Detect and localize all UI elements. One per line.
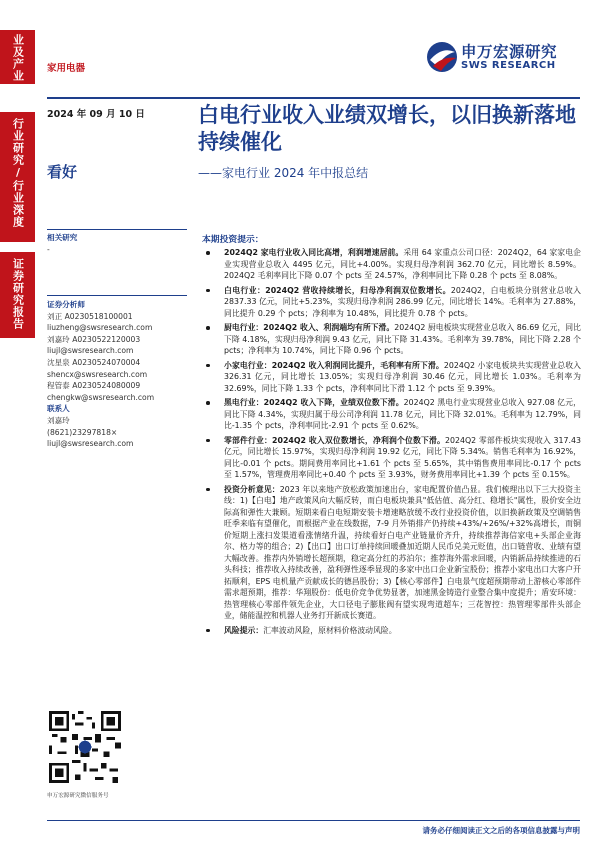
bullet-text: 2023 年以来地产放松政策加速出台，家电配置价值凸显。我们梳理出以下三大投资主线：1)【白电】地产政策风向大幅反转，而白电板块兼具"低估值、高分红、稳增长"属性，股价安全边际高和弹性大兼顾。短期来看白电短期安装卡增速略放缓不改行业投资价值，以旧换新政策及空调销售旺季来临有望催化，而根据产业在线数据，7-9 月外销排产仍持续+43%/+26%/+32%高增长，而铜价短期上涨扫发渠道看涨情绪升温，持续看好白电产业链量价齐升，持续推荐海信家电+头部企业海尔、格力等的组合；2)【出口】出口订单持续回暖叠加近期人民币兑美元贬值，出口链营收、业绩有望大幅改善。推荐内外销增长超预期，稳定高分红的苏泊尔；推荐海外需求回暖，内销新品持续推进的石头科技；推荐收入持续改善，盈利弹性逐季显现的多家中出口企业新宝股份；推荐小家电出口大客户开拓顺利，EPS 电机量产贡献成长的德昌股份；3)【核心零部件】白电景气度超预期带动上游核心零部件需求超预期，推荐：华翔股份：低电价竞争优势显著，加速黑金铸造行业整合集中度提升；盾安环境：热管理核心零部件领先企业，大口径电子膨胀阀有望实现弯道超车；三花智控：热管理零部件头部企业，储能温控和机器人业务打开新成长赛道。 (224, 484, 581, 620)
qr-code-icon[interactable] (49, 711, 121, 783)
report-subtitle: ——家电行业 2024 年中报总结 (198, 166, 369, 180)
bullet-lead: 2024Q2 家电行业收入同比高增，利润增速居前。 (224, 248, 404, 257)
analyst-list (47, 299, 187, 450)
related-research-value: - (47, 244, 50, 254)
analyst-email[interactable]: liujl@swsresearch.com (47, 346, 134, 356)
investment-highlights (202, 247, 581, 639)
industry-label: 家用电器 (47, 63, 86, 74)
left-divider-2 (47, 295, 187, 296)
list-item (202, 484, 581, 622)
list-item (202, 625, 581, 637)
sidebar (0, 0, 35, 841)
bullet-text: 2024Q2 小家电板块共实现营业总收入 326.31 亿元，同比增长 13.05%；实现归母净利润 30.46 亿元，同比增长 1.03%。毛利率为 32.69%，同比下降 1.33 个 pcts，净利率同比下滑 1.12 个 pcts 至 9.39%。 (224, 360, 581, 393)
sidebar-tag-securities-label: 证券研究报告 (11, 258, 25, 330)
bullet-lead: 小家电行业：2024Q2 收入利润同比提升，毛利率有所下滑。 (224, 360, 444, 370)
analyst-email[interactable]: shencx@swsresearch.com (47, 369, 148, 379)
logo-mark-icon (425, 40, 459, 74)
bullet-text: 2024Q2 零部件板块实现收入 317.43 亿元，同比增长 15.97%，实现归母净利润 19.92 亿元，同比下降 5.34%。销售毛利率为 16.92%，同比-0.01 个 pcts。期间费用率同比+1.61 个 pcts 至 5.65%，其中销售费用率同比-0.17 个 pcts 至 1.57%，管理费用率同比+0.40 个 pcts 至 3.93%，财务费用率同比+1.39 个 pcts 至 0.15%。 (224, 435, 582, 479)
bullet-text: 2024Q2 厨电板块实现营业总收入 86.69 亿元，同比下降 4.18%，实现归母净利润 9.43 亿元，同比下降 31.43%。毛利率为 39.78%，同比下降 2.28 个 pcts；净利率为 10.74%，同比下降 0.96 个 pcts。 (224, 323, 581, 355)
list-item (202, 322, 581, 357)
analyst-label: 证券分析师 (47, 300, 85, 309)
analyst-line: 刘正 A0230518100001 (47, 311, 133, 321)
logo-name-en: SWS RESEARCH (461, 60, 556, 71)
bullet-lead: 风险提示： (224, 625, 264, 635)
bullet-lead: 厨电行业：2024Q2 收入、利润端均有所下滑。 (224, 323, 395, 332)
left-divider-1 (47, 229, 187, 230)
header-divider (47, 97, 580, 99)
contact-phone: (8621)23297818× (47, 427, 118, 437)
analyst-line: 刘嘉玲 A0230522120003 (47, 334, 141, 344)
logo-name-cn: 申万宏源研究 (461, 43, 558, 61)
sidebar-tag-industry-label: 业及产业 (11, 34, 25, 82)
bullet-lead: 白电行业：2024Q2 营收持续增长，归母净利润双位数增长。 (224, 285, 451, 295)
company-logo (425, 38, 585, 78)
bullet-text: 采用 64 家重点公司口径：2024Q2，64 家家电企业实现营业总收入 4495 亿元，同比+4.00%。实现归母净利润 362.70 亿元，同比增长 8.59%。2024Q2 毛利率同比下降 0.07 个 pcts 至 24.57%，净利率同比下降 0.28 个 pcts 至 8.08%。 (224, 248, 581, 280)
analyst-email[interactable]: chengkw@swsresearch.com (47, 392, 155, 402)
sidebar-tag-securities-report (0, 252, 35, 338)
sidebar-tag-industry (0, 30, 35, 84)
bullet-text: 2024Q2 黑电行业实现营业总收入 927.08 亿元，同比下降 4.34%，实现归属于母公司净利润 11.78 亿元，同比下降 32.01%。毛利率为 12.79%，同比-1.35 个 pcts，净利率同比-2.91 个 pcts 至 0.62%。 (224, 398, 581, 430)
rating-label: 看好 (47, 163, 78, 181)
analyst-line: 沈星泉 A0230524070004 (47, 357, 141, 367)
contact-email[interactable]: liujl@swsresearch.com (47, 439, 134, 449)
sidebar-tag-report-type-label: 行业研究/行业深度 (11, 118, 25, 228)
investment-highlights-heading: 本期投资提示： (202, 235, 264, 245)
analyst-line: 程管泰 A0230524080009 (47, 381, 141, 391)
disclaimer-notice: 请务必仔细阅读正文之后的各项信息披露与声明 (422, 826, 580, 835)
list-item (202, 247, 581, 282)
list-item (202, 285, 581, 320)
footer-divider (47, 820, 580, 821)
list-item (202, 397, 581, 432)
bullet-text: 汇率波动风险，原材料价格波动风险。 (263, 625, 397, 635)
report-title: 白电行业收入业绩双增长，以旧换新落地持续催化 (198, 103, 576, 154)
related-research-label: 相关研究 (47, 233, 78, 242)
bullet-lead: 黑电行业：2024Q2 收入下降，业绩双位数下滑。 (224, 398, 404, 407)
sidebar-tag-report-type (0, 112, 35, 242)
list-item (202, 360, 581, 395)
bullet-lead: 投资分析意见： (224, 484, 280, 494)
analyst-email[interactable]: liuzheng@swsresearch.com (47, 323, 153, 333)
related-research (47, 232, 187, 255)
contact-name: 刘嘉玲 (47, 415, 70, 425)
qr-caption: 申万宏源研究微信服务号 (47, 793, 109, 799)
contact-label: 联系人 (47, 404, 70, 414)
report-date: 2024 年 09 月 10 日 (47, 109, 145, 120)
list-item (202, 435, 581, 481)
bullet-lead: 零部件行业：2024Q2 收入双位数增长，净利润个位数下滑。 (224, 435, 446, 445)
bullet-text: 2024Q2，白电板块分别营业总收入 2837.33 亿元，同比+5.23%，实现归母净利润 286.99 亿元，同比增长 14%。毛利率为 27.88%，同比提升 0.29 个 pcts；净利率为 10.48%，同比提升 0.78 个 pcts。 (224, 285, 581, 318)
